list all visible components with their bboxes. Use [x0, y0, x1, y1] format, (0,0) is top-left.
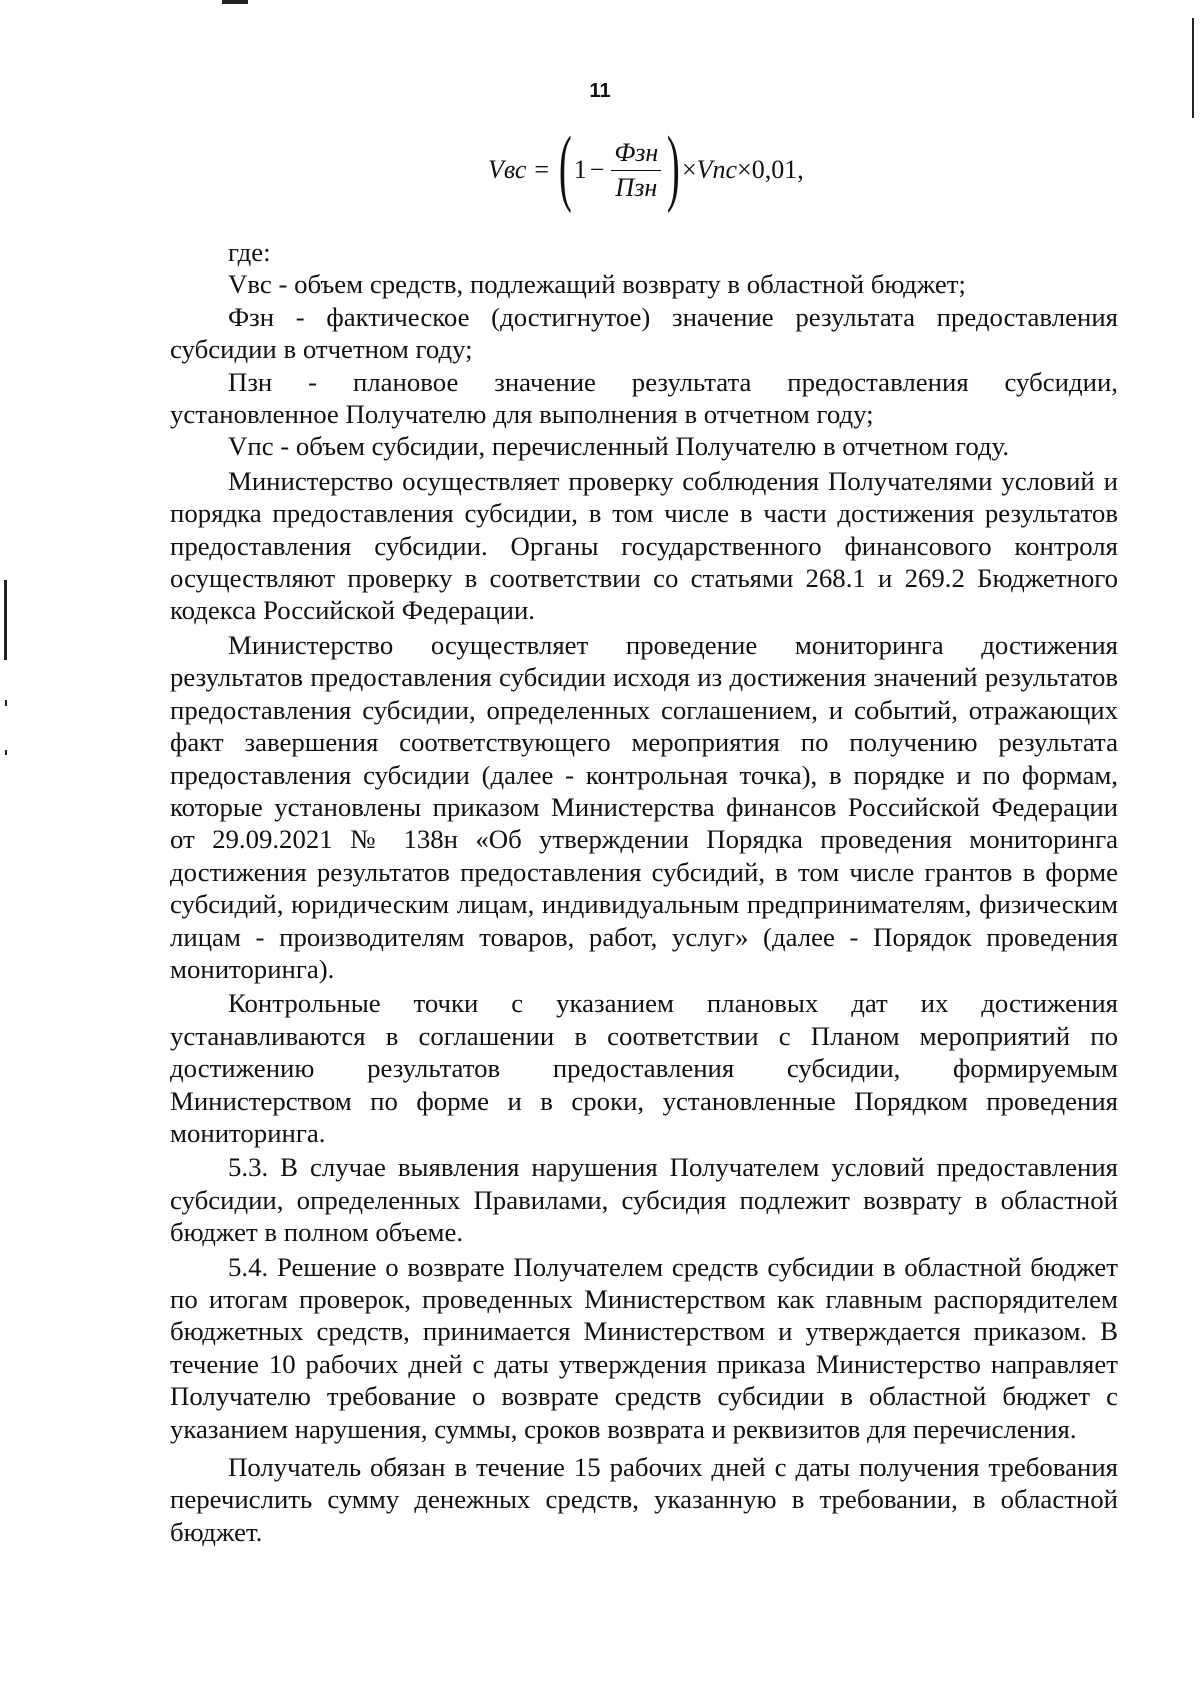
fraction: [611, 138, 661, 203]
formula-minus: −: [589, 155, 605, 184]
formula-lhs: Vвс: [488, 155, 527, 184]
formula-times-1: ×: [681, 155, 697, 184]
paragraph-control-points: Контрольные точки с указанием плановых дат их достижения устанавливаются в соглашении в соответствии с Планом мероприятий по достижению результатов предоставления субсидии, формируемым Министерством по форме и в сроки, установленные Порядком проведения мониторинга.: [170, 988, 1118, 1148]
paragraph-vvs-definition: Vвс - объем средств, подлежащий возврату в областной бюджет;: [228, 269, 966, 300]
formula-equals: =: [534, 155, 550, 184]
document-body: [170, 236, 1118, 1548]
paragraph-vps-definition: Vпс - объем субсидии, перечисленный Получателю в отчетном году.: [228, 431, 1010, 462]
paragraph-where: где:: [228, 237, 271, 267]
scan-artifact: [1192, 18, 1194, 118]
paragraph-pzn-definition: Пзн - плановое значение результата предоставления субсидии, установленное Получателю для выполнения в отчетном году;: [170, 366, 1118, 430]
paragraph-ministry-check: Министерство осуществляет проверку соблюдения Получателями условий и порядка предоставления субсидии, в том числе в части достижения результатов предоставления субсидии. Органы государственного финансового контроля осуществляют проверку в соответствии со статьями 268.1 и 269.2 Бюджетного кодекса Российской Федерации.: [170, 465, 1118, 626]
scan-artifact: [222, 0, 248, 4]
scan-artifact: [5, 700, 7, 706]
fraction-numerator: Фзн: [611, 138, 661, 171]
left-paren: (: [558, 118, 572, 214]
paragraph-recipient-obligation: Получатель обязан в течение 15 рабочих дней с даты получения требования перечислить сумму денежных средств, указанную в требовании, в областной бюджет.: [170, 1452, 1118, 1547]
formula-times-2: ×: [737, 155, 752, 184]
fraction-denominator: Пзн: [615, 172, 658, 202]
formula: [488, 118, 804, 214]
formula-one: 1: [573, 155, 587, 184]
formula-term: Vпс: [696, 155, 738, 184]
paragraph-5-4: 5.4. Решение о возврате Получателем средств субсидии в областной бюджет по итогам проверок, проведенных Министерством как главным распорядителем бюджетных средств, принимается Министерством и утверждается приказом. В течение 10 рабочих дней с даты утверждения приказа Министерство направляет Получателю требование о возврате средств субсидии в областной бюджет с указанием нарушения, суммы, сроков возврата и реквизитов для перечисления.: [170, 1251, 1118, 1444]
formula-constant: 0,01,: [751, 155, 804, 184]
paragraph-5-3: 5.3. В случае выявления нарушения Получателем условий предоставления субсидии, определенных Правилами, субсидия подлежит возврату в областной бюджет в полном объеме.: [170, 1152, 1118, 1248]
page-number: 11: [589, 80, 611, 102]
paragraph-monitoring: Министерство осуществляет проведение мониторинга достижения результатов предоставления субсидии исходя из достижения значений результатов предоставления субсидии, определенных соглашением, и событий, отражающих факт завершения соответствующего мероприятия по получению результата предоставления субсидии (далее - контрольная точка), в порядке и по формам, которые установлены приказом Министерства финансов Российской Федерации от 29.09.2021 № 138н «Об утверждении Порядка проведения мониторинга достижения результатов предоставления субсидий, в том числе грантов в форме субсидий, юридическим лицам, индивидуальным предпринимателям, физическим лицам - производителям товаров, работ, услуг» (далее - Порядок проведения мониторинга).: [170, 629, 1118, 984]
scan-artifact: [5, 750, 7, 755]
scan-artifact: [4, 580, 7, 660]
right-paren: ): [667, 118, 681, 214]
paragraph-fzn-definition: Фзн - фактическое (достигнутое) значение результата предоставления субсидии в отчетном году;: [170, 301, 1118, 365]
